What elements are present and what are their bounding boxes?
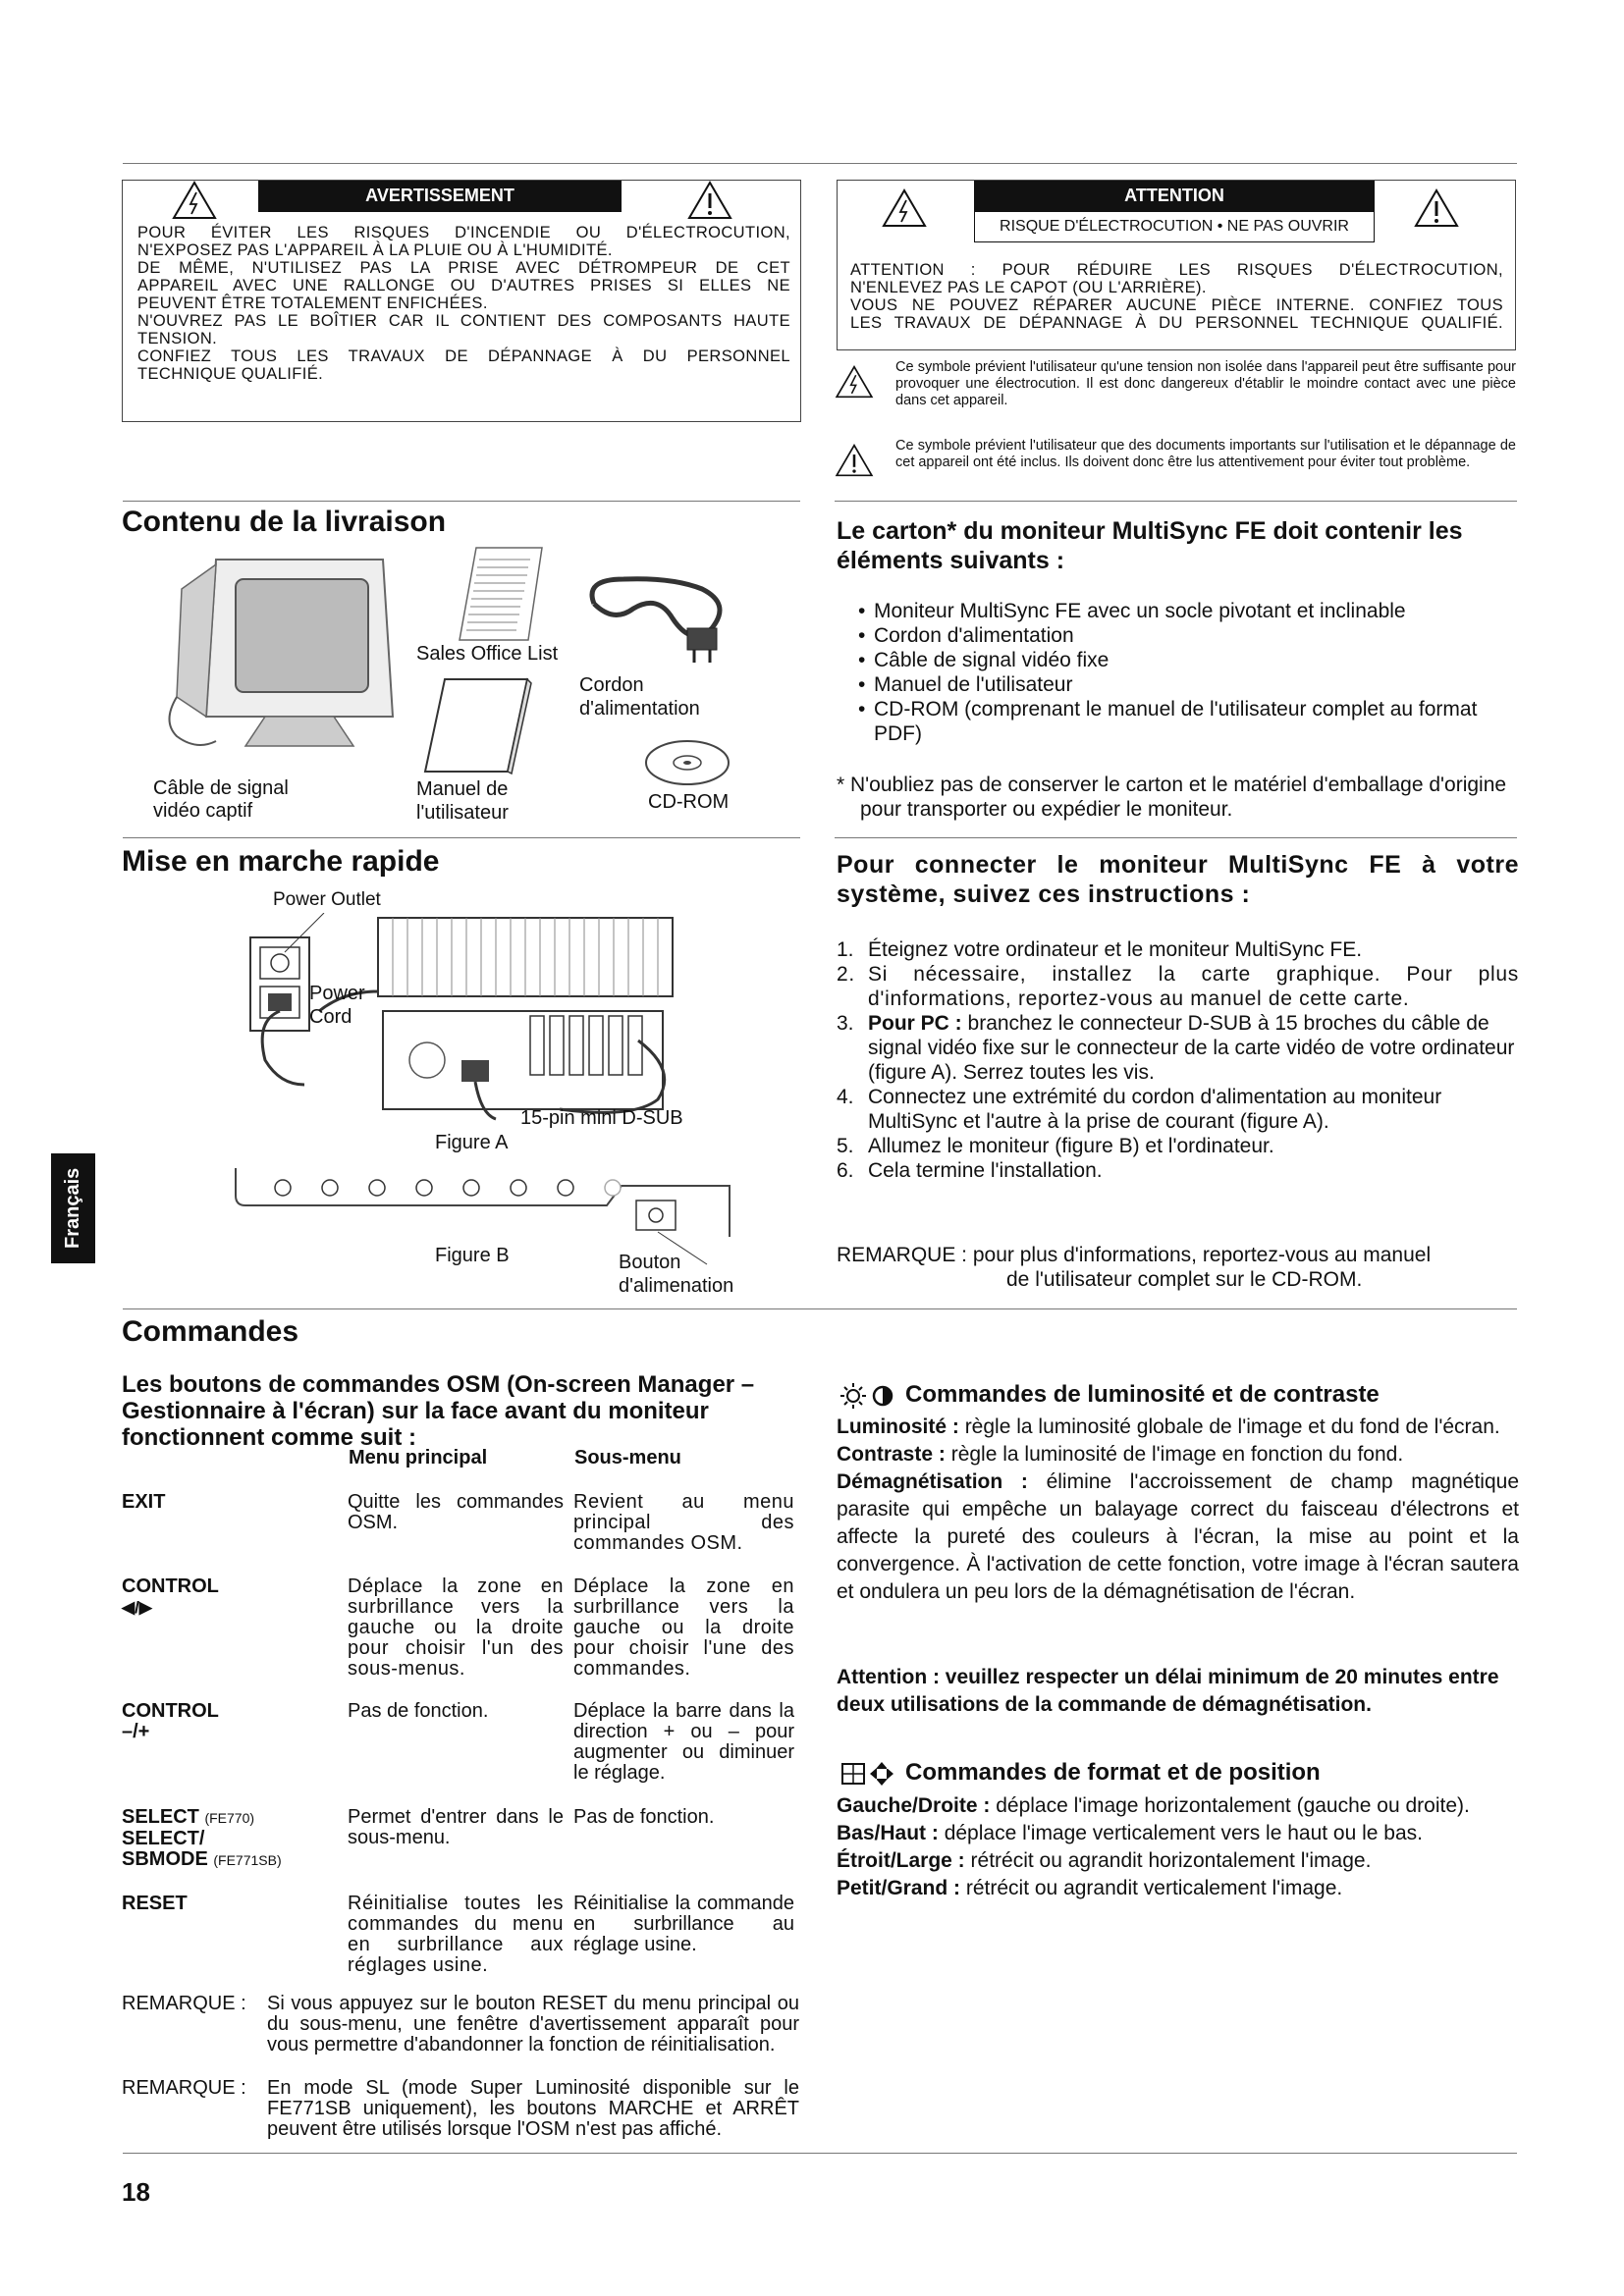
warning-line: ATTENTION : POUR RÉDUIRE LES RISQUES D'ÉLECTROCUTION,: [850, 261, 1503, 279]
contents-heading: Contenu de la livraison: [122, 506, 447, 538]
cmd-name-1: CONTROL: [122, 1700, 219, 1722]
column-header-main: Menu principal: [349, 1447, 488, 1468]
con-label: Contraste :: [837, 1443, 946, 1466]
lum-text: règle la luminosité globale de l'image et du fond de l'écran.: [964, 1415, 1500, 1438]
step-number: 3.: [837, 1012, 854, 1035]
cmd-name-small: (FE770): [204, 1810, 255, 1826]
cmd-sub: Déplace la zone en surbrillance vers la gauche ou la droite pour choisir l'une des commandes.: [573, 1575, 794, 1680]
attention-title: ATTENTION: [974, 181, 1375, 212]
warning-line: TECHNIQUE QUALIFIÉ.: [137, 365, 324, 383]
dem-text: élimine l'accroissement de champ magnétique parasite qui empêche un balayage correct du faisceau d'électrons et affecte la pureté des couleurs à l'écran, la mise au point et la convergence. À l'activation de cette fonction, votre image à l'écran sautera et ondulera un peu lors de la démagnétisation de l'écran.: [837, 1470, 1519, 1603]
label-cable-line: vidéo captif: [153, 800, 253, 822]
step-item: [837, 1011, 1519, 1085]
cmd-name-1: CONTROL: [122, 1575, 219, 1597]
warning-line: N'EXPOSEZ PAS L'APPAREIL À LA PLUIE OU À L'HUMIDITÉ.: [137, 241, 613, 259]
label-manual-line: Manuel de: [416, 778, 509, 800]
cmd-sub: Revient au menu principal des commandes OSM.: [573, 1491, 794, 1554]
section-rule: [123, 501, 800, 502]
step-text: Connectez une extrémité du cordon d'alimentation au moniteur MultiSync et l'autre à la prise de courant (figure A).: [868, 1086, 1442, 1133]
label-power-button: [619, 1251, 733, 1298]
warning-line: POUR ÉVITER LES RISQUES D'INCENDIE OU D'ÉLECTROCUTION,: [137, 224, 790, 241]
degauss-attention: Attention : veuillez respecter un délai minimum de 20 minutes entre deux utilisations de la commande de démagnétisation.: [837, 1666, 1499, 1716]
shock-warning-icon: [172, 181, 217, 220]
commands-note-1: [122, 1994, 799, 2056]
warning-left-text: [137, 224, 790, 383]
format-text: rétrécit ou agrandit verticalement l'image.: [965, 1877, 1343, 1899]
step-number: 1.: [837, 938, 854, 961]
commands-note-2: [122, 2078, 799, 2140]
cmd-name: [122, 1576, 318, 1618]
commands-heading: Commandes: [122, 1315, 299, 1348]
format-label: Bas/Haut :: [837, 1822, 939, 1844]
cmd-sub: Déplace la barre dans la direction + ou – pour augmenter ou diminuer le réglage.: [573, 1700, 794, 1784]
para-luminosite: [837, 1414, 1519, 1441]
cmd-name-3: SBMODE: [122, 1848, 208, 1870]
document-illustration: [452, 546, 550, 644]
cmd-name: EXIT: [122, 1491, 166, 1513]
step-number: 6.: [837, 1159, 854, 1182]
format-label: Étroit/Large :: [837, 1849, 965, 1872]
step-item: [837, 1134, 1519, 1158]
format-text: déplace l'image horizontalement (gauche ou droite).: [996, 1794, 1470, 1817]
label-power-outlet: Power Outlet: [273, 889, 381, 910]
language-tab: Français: [51, 1153, 95, 1263]
cmd-main: Quitte les commandes OSM.: [348, 1491, 564, 1533]
exclamation-symbol-icon: [835, 444, 874, 477]
dem-label: Démagnétisation :: [837, 1470, 1028, 1493]
label-cord: Cord: [309, 1006, 352, 1028]
manual-illustration: [417, 677, 535, 775]
warning-line: DE MÊME, N'UTILISEZ PAS LA PRISE AVEC DÉTROMPEUR DE CET: [137, 259, 790, 277]
format-body: [837, 1792, 1519, 1902]
cmd-sub: Pas de fonction.: [573, 1806, 715, 1828]
format-item: [837, 1847, 1519, 1875]
note-line1: pour plus d'informations, reportez-vous au manuel: [972, 1244, 1432, 1266]
exclamation-warning-icon: [1414, 188, 1459, 228]
note-text: En mode SL (mode Super Luminosité disponible sur le FE771SB uniquement), les boutons MARCHE et ARRÊT peuvent être utilisés lorsque l'OSM n'est pas affiché.: [267, 2077, 799, 2140]
step-number: 5.: [837, 1135, 854, 1157]
para-demagnetisation: [837, 1468, 1519, 1606]
brightness-contrast-icon: [839, 1381, 898, 1411]
quickstart-note: [837, 1243, 1519, 1292]
cmd-name-2: SELECT/: [122, 1828, 205, 1849]
contents-list: [858, 599, 1518, 746]
quickstart-right-heading: Pour connecter le moniteur MultiSync FE à votre système, suivez ces instructions :: [837, 851, 1519, 908]
format-heading: Commandes de format et de position: [905, 1759, 1321, 1786]
list-item: • CD-ROM (comprenant le manuel de l'utilisateur complet au format PDF): [858, 697, 1518, 746]
note-line2: de l'utilisateur complet sur le CD-ROM.: [1006, 1268, 1363, 1291]
monitor-illustration: [157, 550, 412, 766]
cmd-main: Réinitialise toutes les commandes du menu en surbrillance aux réglages usine.: [348, 1893, 564, 1976]
note-label: REMARQUE :: [837, 1244, 968, 1266]
section-rule: [835, 501, 1517, 502]
cmd-name: [122, 1701, 318, 1742]
label-cdrom: CD-ROM: [648, 791, 730, 813]
format-item: [837, 1792, 1519, 1820]
cmd-sub: Réinitialise la commande en surbrillance au réglage usine.: [573, 1893, 794, 1955]
label-figure-b: Figure B: [435, 1245, 510, 1266]
brightness-body: [837, 1414, 1519, 1606]
power-cord-illustration: [574, 569, 736, 677]
step-text: Si nécessaire, installez la carte graphique. Pour plus d'informations, reportez-vous au manuel de cette carte.: [868, 963, 1519, 1010]
shock-symbol-icon: [835, 365, 874, 399]
label-sales-office: Sales Office List: [416, 643, 559, 665]
warning-line: TENSION.: [137, 330, 218, 347]
section-rule: [835, 837, 1517, 838]
label-manual: [416, 777, 509, 825]
step-bold: Pour PC :: [868, 1012, 962, 1035]
para-contraste: [837, 1441, 1519, 1468]
label-cable-line: Câble de signal: [153, 777, 289, 799]
format-item: [837, 1820, 1519, 1847]
step-text: Allumez le moniteur (figure B) et l'ordinateur.: [868, 1135, 1274, 1157]
format-text: déplace l'image verticalement vers le haut ou le bas.: [944, 1822, 1423, 1844]
cmd-main: Permet d'entrer dans le sous-menu.: [348, 1806, 564, 1848]
list-item: • Manuel de l'utilisateur: [858, 672, 1518, 697]
step-item: [837, 1085, 1519, 1134]
cmd-name-2: –/+: [122, 1721, 150, 1742]
section-rule: [123, 1308, 1517, 1309]
note-label: REMARQUE :: [122, 1993, 246, 2014]
warning-right-text: [850, 261, 1503, 332]
step-item: [837, 962, 1519, 1011]
step-item: [837, 937, 1519, 962]
brightness-heading: Commandes de luminosité et de contraste: [905, 1381, 1380, 1408]
symbol1-text: Ce symbole prévient l'utilisateur qu'une tension non isolée dans l'appareil peut être suffisante pour provoquer une électrocution. Il est donc dangereux d'établir le moindre contact avec une pièce dans cet appareil.: [895, 359, 1516, 408]
warning-line: CONFIEZ TOUS LES TRAVAUX DE DÉPANNAGE À DU PERSONNEL: [137, 347, 790, 365]
top-rule: [123, 163, 1517, 164]
warning-line: LES TRAVAUX DE DÉPANNAGE À DU PERSONNEL TECHNIQUE QUALIFIÉ.: [850, 314, 1503, 332]
warning-line: N'OUVREZ PAS LE BOÎTIER CAR IL CONTIENT DES COMPOSANTS HAUTE: [137, 312, 790, 330]
label-alimenation: d'alimenation: [619, 1275, 734, 1297]
step-text: Cela termine l'installation.: [868, 1159, 1103, 1182]
step-number: 4.: [837, 1086, 854, 1108]
warning-line: N'ENLEVEZ PAS LE CAPOT (OU L'ARRIÈRE).: [850, 279, 1207, 296]
step-text: branchez le connecteur D-SUB à 15 broches du câble de signal vidéo fixe sur le connecteur de la carte vidéo de votre ordinateur (figure A). Serrez toutes les vis.: [868, 1012, 1515, 1084]
section-rule: [123, 837, 800, 838]
page-number: 18: [122, 2177, 150, 2207]
commands-subheading: Les boutons de commandes OSM (On-screen Manager – Gestionnaire à l'écran) sur la face avant du moniteur fonctionnent comme suit :: [122, 1371, 755, 1451]
lum-label: Luminosité :: [837, 1415, 959, 1438]
cmd-name: [122, 1807, 318, 1871]
install-steps: [837, 937, 1519, 1183]
symbol2-text: Ce symbole prévient l'utilisateur que des documents importants sur l'utilisation et le dépannage de cet appareil ont été inclus. Ils doivent donc être lus attentivement pour éviter tout problème.: [895, 438, 1516, 470]
format-text: rétrécit ou agrandit horizontalement l'image.: [970, 1849, 1372, 1872]
con-text: règle la luminosité de l'image en fonction du fond.: [950, 1443, 1404, 1466]
format-label: Gauche/Droite :: [837, 1794, 991, 1817]
column-header-sub: Sous-menu: [574, 1447, 681, 1468]
cmd-name: RESET: [122, 1893, 188, 1914]
step-number: 2.: [837, 963, 855, 986]
shock-warning-icon: [882, 188, 927, 228]
warning-line: APPAREIL AVEC UNE RALLONGE OU D'AUTRES PRISES SI ELLES NE: [137, 277, 790, 294]
label-cable: [153, 777, 289, 823]
contents-footnote: * N'oubliez pas de conserver le carton et le matériel d'emballage d'origine pour transporter ou expédier le moniteur.: [837, 774, 1507, 821]
step-item: [837, 1158, 1519, 1183]
cmd-main: Pas de fonction.: [348, 1700, 489, 1722]
cdrom-illustration: [643, 738, 731, 787]
format-position-icon: [839, 1759, 898, 1789]
cmd-name-1: SELECT: [122, 1806, 199, 1828]
cmd-name-2: ◀/▶: [122, 1598, 152, 1617]
label-power-cord-fig: [309, 982, 365, 1029]
contents-right-heading: Le carton* du moniteur MultiSync FE doit contenir les éléments suivants :: [837, 517, 1463, 574]
note-text: Si vous appuyez sur le bouton RESET du menu principal ou du sous-menu, une fenêtre d'avertissement apparaît pour vous permettre d'abandonner la fonction de réinitialisation.: [267, 1993, 799, 2056]
label-dsub: 15-pin mini D-SUB: [520, 1107, 683, 1129]
exclamation-warning-icon: [687, 181, 732, 220]
list-item: • Moniteur MultiSync FE avec un socle pivotant et inclinable: [858, 599, 1518, 623]
label-power: Power: [309, 983, 365, 1004]
note-label: REMARQUE :: [122, 2077, 246, 2099]
format-item: [837, 1875, 1519, 1902]
list-item: • Cordon d'alimentation: [858, 623, 1518, 648]
list-item: • Câble de signal vidéo fixe: [858, 648, 1518, 672]
warning-line: VOUS NE POUVEZ RÉPARER AUCUNE PIÈCE INTERNE. CONFIEZ TOUS: [850, 296, 1503, 314]
warning-line: PEUVENT ÊTRE TOTALEMENT ENFICHÉES.: [137, 294, 488, 312]
label-figure-a: Figure A: [435, 1132, 509, 1153]
quickstart-heading: Mise en marche rapide: [122, 845, 440, 878]
format-label: Petit/Grand :: [837, 1877, 961, 1899]
label-bouton: Bouton: [619, 1252, 681, 1273]
label-power-cord: Cordon d'alimentation: [579, 674, 700, 720]
label-manual-line: l'utilisateur: [416, 802, 509, 824]
attention-subtitle: RISQUE D'ÉLECTROCUTION • NE PAS OUVRIR: [974, 212, 1375, 242]
footer-rule: [123, 2153, 1517, 2154]
warning-title: AVERTISSEMENT: [258, 181, 622, 212]
step-text: Éteignez votre ordinateur et le moniteur MultiSync FE.: [868, 938, 1363, 961]
cmd-main: Déplace la zone en surbrillance vers la gauche ou la droite pour choisir l'un des sous-menus.: [348, 1575, 564, 1680]
cmd-name-small: (FE771SB): [213, 1852, 282, 1868]
